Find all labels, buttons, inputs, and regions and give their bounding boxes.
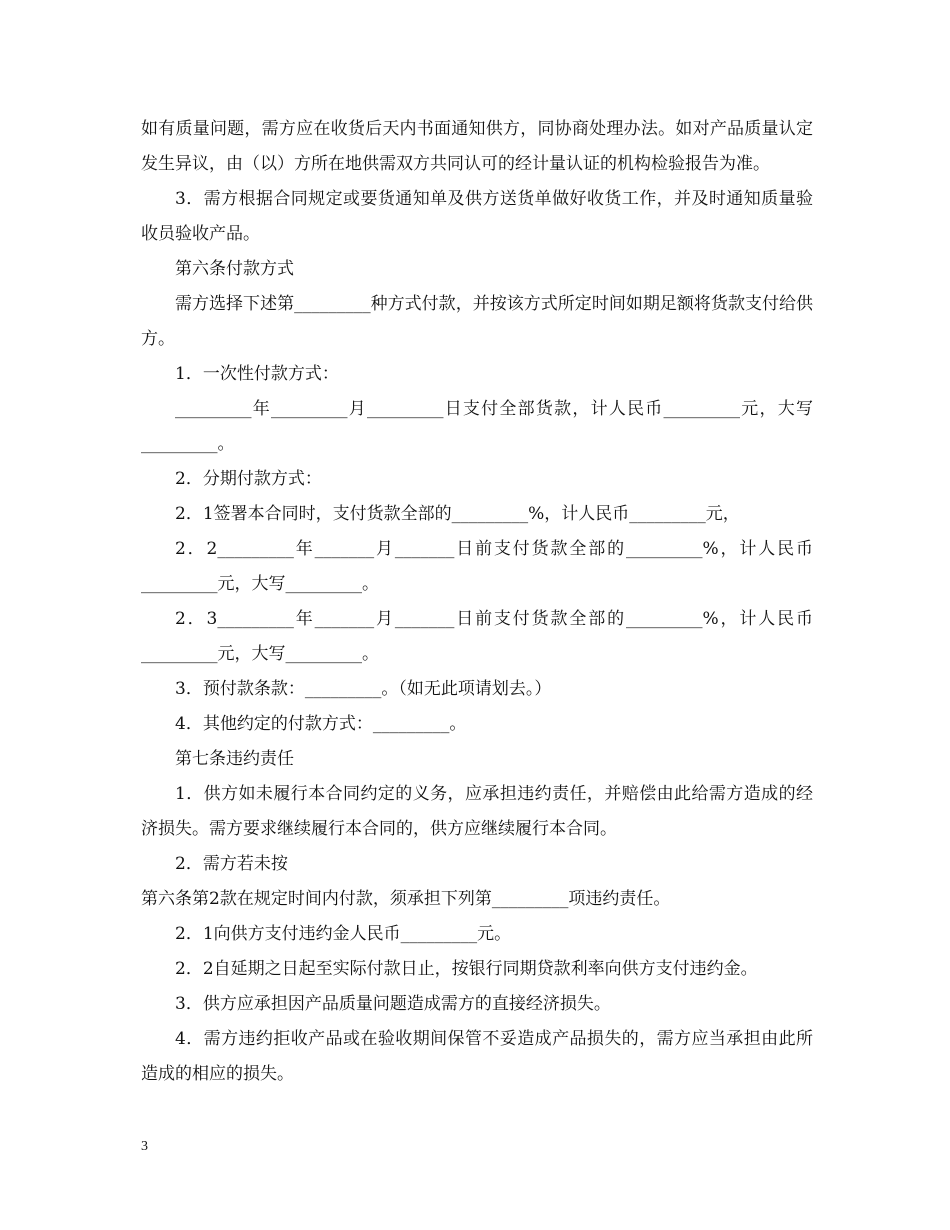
paragraph-liability-2-2: 2．2自延期之日起至实际付款日止，按银行同期贷款利率向供方支付违约金。 [175, 959, 758, 979]
paragraph-liability-refusal: 4．需方违约拒收产品或在验收期间保管不妥造成产品损失的，需方应当承担由此所造成的相应的损失。 [141, 1029, 813, 1084]
paragraph-payment-choice: 需方选择下述第_________种方式付款，并按该方式所定时间如期足额将货款支付给供方。 [141, 294, 813, 349]
paragraph-payment-lump-sum-detail: _________年_________月_________日支付全部货款，计人民币_________元，大写_________。 [141, 399, 813, 454]
paragraph-liability-buyer-detail: 第六条第2款在规定时间内付款，须承担下列第_________项违约责任。 [141, 889, 671, 909]
paragraph-liability-buyer-intro: 2．需方若未按 [175, 854, 288, 874]
document-body [141, 112, 813, 1092]
paragraph-installment-2-2: 2．2_________年_______月_______日前支付货款全部的_________%，计人民币_________元，大写_________。 [141, 539, 813, 594]
heading-article-6: 第六条付款方式 [175, 259, 294, 279]
paragraph-installment-2-1: 2．1签署本合同时，支付货款全部的_________%，计人民币_________元， [175, 504, 740, 524]
heading-article-7: 第七条违约责任 [175, 749, 294, 769]
paragraph-clause-5-3: 3．需方根据合同规定或要货通知单及供方送货单做好收货工作，并及时通知质量验收员验收产品。 [141, 189, 813, 244]
paragraph-prepayment: 3．预付款条款：_________。（如无此项请划去。） [175, 679, 552, 699]
paragraph-liability-2-1: 2．1向供方支付违约金人民币_________元。 [175, 924, 512, 944]
page-number: 3 [141, 1139, 148, 1154]
paragraph-liability-supplier: 1．供方如未履行本合同约定的义务，应承担违约责任，并赔偿由此给需方造成的经济损失。需方要求继续履行本合同的，供方应继续履行本合同。 [141, 784, 813, 839]
paragraph-payment-lump-sum-title: 1．一次性付款方式： [175, 364, 339, 384]
paragraph-payment-installment-title: 2．分期付款方式： [175, 469, 322, 489]
paragraph-quality-issue: 如有质量问题，需方应在收货后天内书面通知供方，同协商处理办法。如对产品质量认定发生异议，由（以）方所在地供需双方共同认可的经计量认证的机构检验报告为准。 [141, 119, 813, 174]
paragraph-installment-2-3: 2．3_________年_______月_______日前支付货款全部的_________%，计人民币_________元，大写_________。 [141, 609, 813, 664]
paragraph-liability-quality: 3．供方应承担因产品质量问题造成需方的直接经济损失。 [175, 994, 611, 1014]
paragraph-other-payment: 4．其他约定的付款方式：_________。 [175, 714, 467, 734]
